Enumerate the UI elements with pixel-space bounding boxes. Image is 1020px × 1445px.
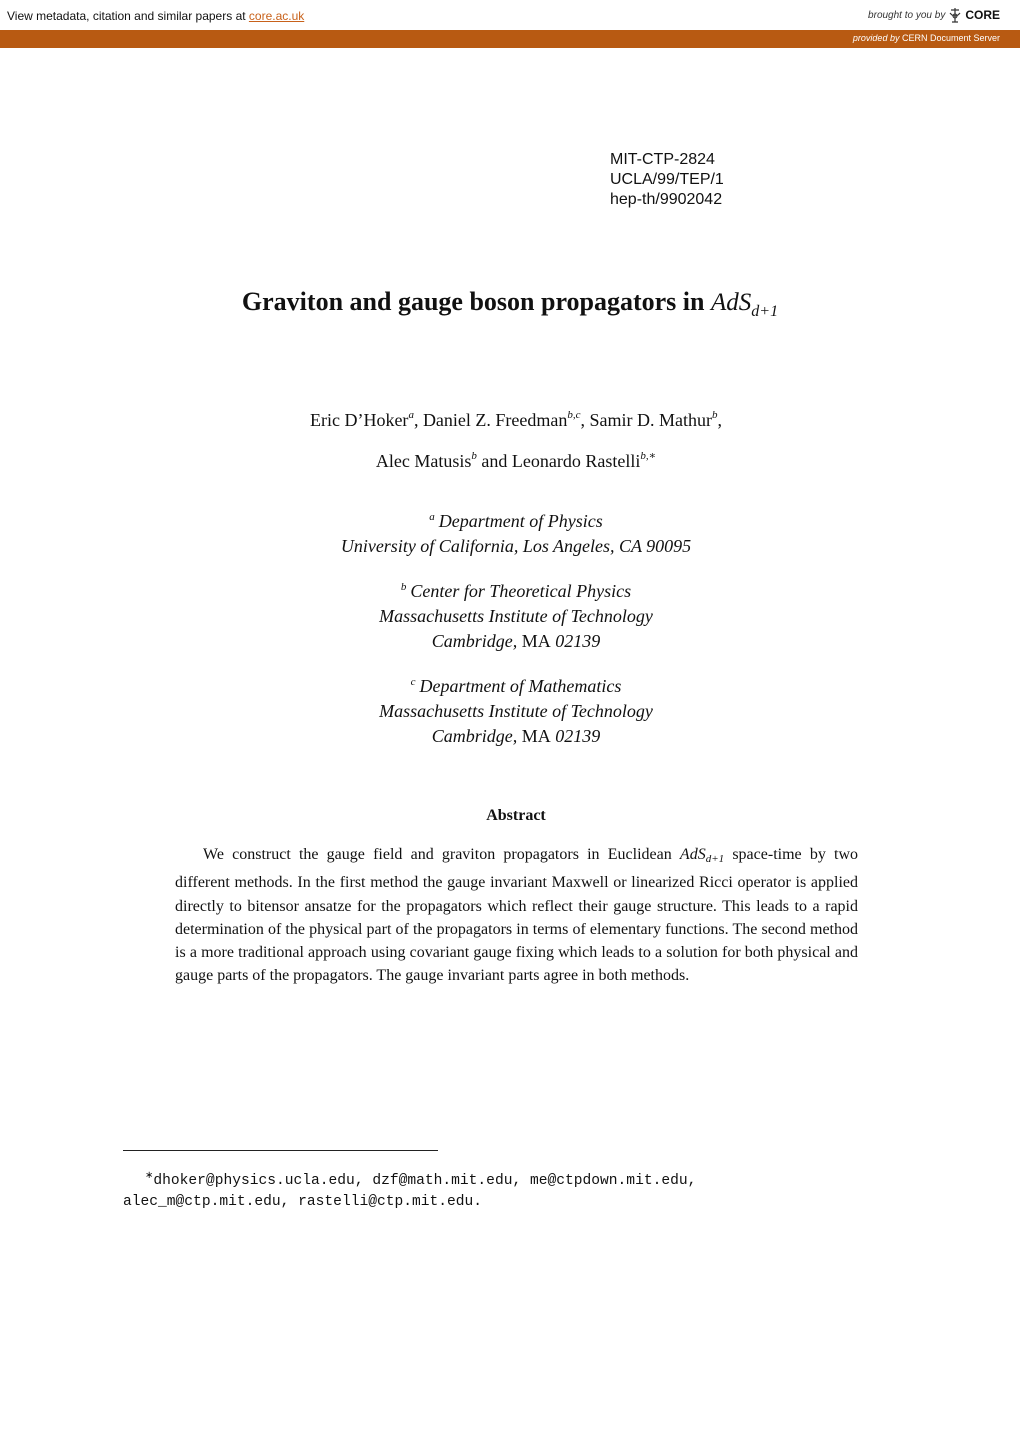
author-line-1 — [0, 397, 1020, 438]
core-provider-bar — [0, 30, 1020, 48]
author-affil-mark: b,∗ — [640, 450, 657, 462]
core-metadata-text — [7, 9, 304, 23]
footnote-mark: ∗ — [145, 1170, 154, 1181]
affiliation-city: Cambridge, — [431, 726, 518, 746]
paper-title — [0, 287, 1020, 321]
affiliation-city: Cambridge, — [431, 631, 518, 651]
abstract-heading: Abstract — [486, 807, 546, 824]
affiliation-department: Department of Physics — [438, 511, 603, 531]
affiliation-zip: 02139 — [555, 631, 601, 651]
core-link[interactable]: core.ac.uk — [248, 9, 305, 23]
author-separator: and — [476, 451, 512, 471]
core-provided-by — [853, 33, 1000, 43]
title-text: Graviton and gauge boson propagators in — [241, 287, 711, 316]
affiliation-department: Department of Mathematics — [419, 676, 622, 696]
affiliation-department: Center for Theoretical Physics — [410, 581, 632, 601]
author-name: Daniel Z. Freedman — [422, 410, 568, 430]
core-brought-by-text: brought to you by — [868, 9, 946, 21]
author-separator: , — [717, 410, 723, 430]
abstract-text-2: space-time by two different methods. In the first method the gauge invariant Maxwell or linearized Ricci operator is applied directly to bitensor ansatze for the propagators which reflect their gauge structure. This leads to a rapid determination of the physical part of the propagators in terms of elementary functions. The second method is a more traditional approach using covariant gauge fixing which leads to a solution for both physical and gauge parts of the propagators. The gauge invariant parts agree in both methods. — [175, 846, 859, 985]
provided-by-label: provided by — [852, 33, 900, 43]
footnote — [123, 1165, 823, 1213]
author-name: Eric D’Hoker — [309, 410, 409, 430]
affiliation-institution: Massachusetts Institute of Technology — [379, 701, 653, 721]
affiliation-mark: a — [429, 511, 435, 523]
footnote-emails-1: dhoker@physics.ucla.edu, dzf@math.mit.edu, me@ctpdown.mit.edu, — [153, 1173, 697, 1189]
affiliation-address — [0, 629, 1020, 654]
affiliation-mark: b — [400, 581, 407, 593]
affiliation-state: MA — [521, 726, 551, 746]
affiliation-state: MA — [521, 631, 551, 651]
author-separator: , — [580, 410, 590, 430]
affiliation-address — [0, 724, 1020, 749]
core-banner — [0, 0, 1020, 30]
report-number: hep-th/9902042 — [610, 191, 723, 208]
author-affil-mark: a — [408, 409, 414, 421]
report-numbers — [610, 150, 724, 210]
abstract-math: AdS — [679, 846, 706, 863]
affiliation-institution: University of California, Los Angeles, CA 90095 — [340, 536, 692, 556]
core-logo-icon — [948, 7, 962, 23]
author-name: Alec Matusis — [375, 451, 472, 471]
affiliation-institution: Massachusetts Institute of Technology — [379, 606, 653, 626]
footnote-emails-2: alec_m@ctp.mit.edu, rastelli@ctp.mit.edu. — [123, 1194, 483, 1210]
affiliation-a — [0, 505, 1020, 559]
author-affil-mark: b — [471, 450, 477, 462]
affiliation-mark: c — [410, 676, 416, 688]
author-separator: , — [413, 410, 423, 430]
core-link-prefix: View metadata, citation and similar papers at — [7, 9, 249, 23]
report-number: MIT-CTP-2824 — [610, 151, 715, 168]
footnote-rule — [123, 1150, 438, 1151]
provider-name[interactable]: CERN Document Server — [901, 33, 1000, 43]
core-brought-by — [868, 7, 1000, 23]
author-affil-mark: b — [712, 409, 718, 421]
author-affil-mark: b,c — [567, 409, 581, 421]
abstract-body — [175, 843, 858, 988]
affiliation-zip: 02139 — [555, 726, 601, 746]
title-subscript: d+1 — [751, 303, 779, 320]
author-line-2 — [0, 438, 1020, 479]
title-math: AdS — [710, 289, 752, 316]
author-name: Samir D. Mathur — [589, 410, 713, 430]
affiliation-c — [0, 670, 1020, 749]
author-list — [0, 397, 1020, 479]
affiliation-b — [0, 575, 1020, 654]
abstract-subscript: d+1 — [705, 853, 725, 865]
author-name: Leonardo Rastelli — [511, 451, 641, 471]
core-brand[interactable]: CORE — [965, 8, 1000, 22]
abstract-text-1: We construct the gauge field and graviton propagators in Euclidean — [203, 846, 680, 863]
report-number: UCLA/99/TEP/1 — [610, 171, 724, 188]
